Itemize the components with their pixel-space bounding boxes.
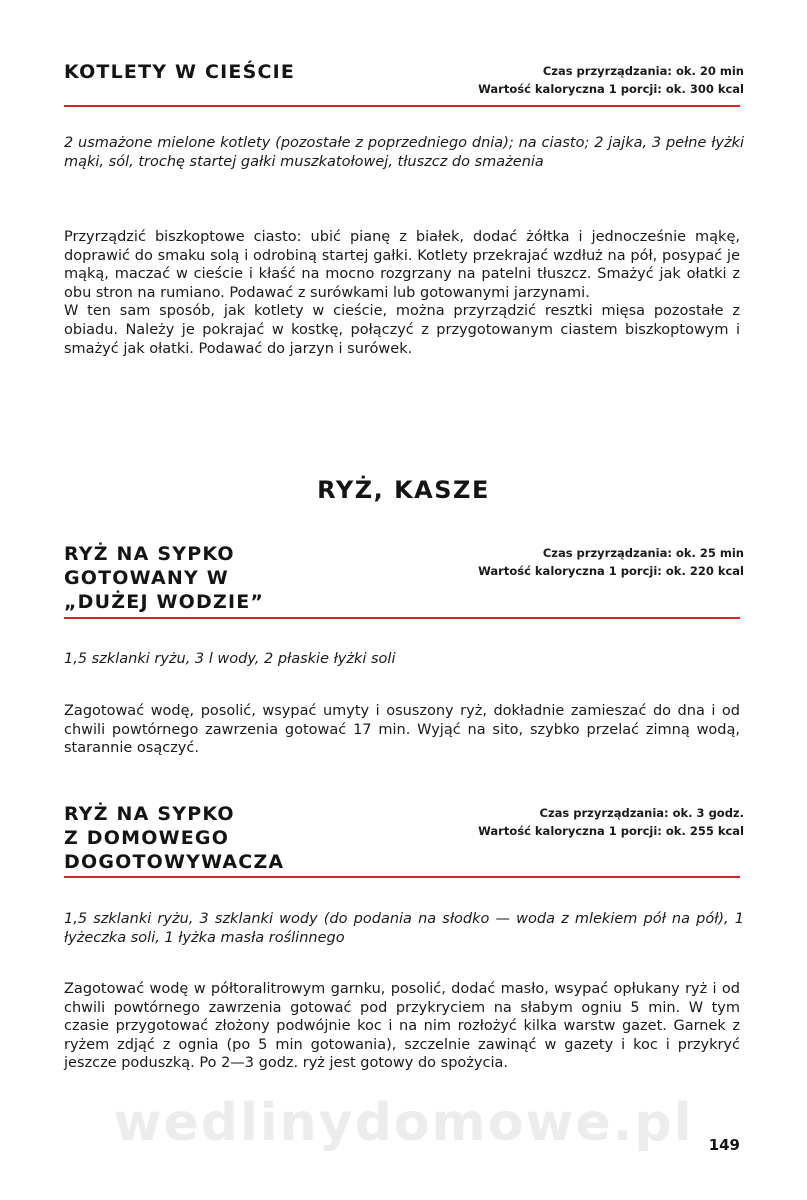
prep-time: Czas przyrządzania: ok. 20 min bbox=[542, 64, 744, 78]
section-title: RYŻ, KASZE bbox=[317, 476, 490, 504]
recipe-title bbox=[64, 802, 284, 874]
method-paragraph: Zagotować wodę w półtoralitrowym garnku, posolić, dodać masło, wsypać opłukany ryż i od chwili powtórnego zawrzenia gotować pod przykryciem na słabym ogniu 5 min. W tym czasie przygotować złożony podwójnie koc i na nim rozłożyć kilka warstw gazet. Garnek z ryżem zdjąć z ognia (po 5 min gotowania), szczelnie zawinąć w gazety i koc i przykryć jeszcze poduszką. Po 2—3 godz. ryż jest gotowy do spożycia. bbox=[64, 981, 740, 1072]
page-number: 149 bbox=[708, 1136, 740, 1154]
red-divider bbox=[64, 876, 740, 878]
recipe-title-line: DOGOTOWYWACZA bbox=[64, 851, 285, 873]
red-divider bbox=[64, 105, 740, 107]
recipe-title-line: RYŻ NA SYPKO bbox=[64, 803, 235, 825]
recipe-title-line: „DUŻEJ WODZIE” bbox=[64, 591, 265, 613]
method-text bbox=[64, 702, 740, 758]
method-paragraph: W ten sam sposób, jak kotlety w cieście, można przyrządzić resztki mięsa pozostałe z obiadu. Należy je pokrajać w kostkę, połączyć z przygotowanym ciastem biszkoptowym i smażyć jak ołatki. Podawać do jarzyn i surówek. bbox=[64, 303, 740, 357]
recipe-meta bbox=[478, 62, 744, 98]
method-text bbox=[64, 980, 740, 1073]
recipe-title bbox=[64, 542, 264, 614]
calorie-value: Wartość kaloryczna 1 porcji: ok. 220 kcal bbox=[478, 564, 744, 578]
recipe-title-line: KOTLETY W CIEŚCIE bbox=[64, 61, 296, 83]
watermark: wedlinydomowe.pl bbox=[113, 1093, 694, 1153]
recipe-header-ryz-dogotowywacz bbox=[64, 802, 744, 874]
prep-time: Czas przyrządzania: ok. 3 godz. bbox=[539, 806, 744, 820]
method-paragraph: Przyrządzić biszkoptowe ciasto: ubić pianę z białek, dodać żółtka i jednocześnie mąkę, doprawić do smaku solą i odrobiną startej gałki. Kotlety przekrajać wzdłuż na pół, posypać je mąką, maczać w cieście i kłaść na mocno rozgrzany na patelni tłuszcz. Smażyć jak ołatki z obu stron na rumiano. Podawać z surówkami lub gotowanymi jarzynami. bbox=[64, 229, 740, 301]
recipe-title-line: GOTOWANY W bbox=[64, 567, 229, 589]
recipe-title bbox=[64, 60, 295, 84]
ingredients-list: 1,5 szklanki ryżu, 3 l wody, 2 płaskie łyżki soli bbox=[64, 651, 396, 667]
recipe-meta bbox=[478, 804, 744, 840]
recipe-meta bbox=[478, 544, 744, 580]
method-text bbox=[64, 228, 740, 358]
ingredients-list: 2 usmażone mielone kotlety (pozostałe z poprzedniego dnia); na ciasto; 2 jajka, 3 pełne łyżki mąki, sól, trochę startej gałki muszkatołowej, tłuszcz do smażenia bbox=[64, 135, 744, 170]
recipe-header-ryz-duza-woda bbox=[64, 542, 744, 614]
method-paragraph: Zagotować wodę, posolić, wsypać umyty i osuszony ryż, dokładnie zamieszać do dna i od chwili powtórnego zawrzenia gotować 17 min. Wyjąć na sito, szybko przelać zimną wodą, starannie osączyć. bbox=[64, 703, 740, 757]
red-divider bbox=[64, 617, 740, 619]
ingredients-list: 1,5 szklanki ryżu, 3 szklanki wody (do podania na słodko — woda z mlekiem pół na pół), 1 łyżeczka soli, 1 łyżka masła roślinnego bbox=[64, 911, 744, 946]
recipe-title-line: Z DOMOWEGO bbox=[64, 827, 230, 849]
calorie-value: Wartość kaloryczna 1 porcji: ok. 300 kcal bbox=[478, 82, 744, 96]
recipe-header-kotlety bbox=[64, 60, 744, 104]
recipe-title-line: RYŻ NA SYPKO bbox=[64, 543, 235, 565]
prep-time: Czas przyrządzania: ok. 25 min bbox=[542, 546, 744, 560]
calorie-value: Wartość kaloryczna 1 porcji: ok. 255 kcal bbox=[478, 824, 744, 838]
